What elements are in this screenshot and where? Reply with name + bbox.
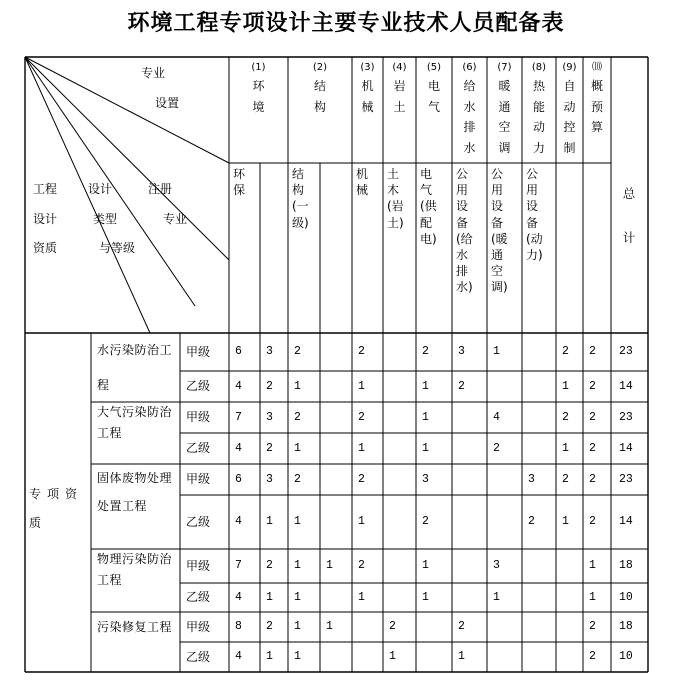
total-cell: 14 [619, 442, 633, 455]
value-cell: 2 [528, 515, 535, 528]
value-cell: 2 [458, 380, 465, 393]
engineering-type: 物理污染防治工程 [97, 552, 173, 587]
specialty-number: (1) [251, 62, 266, 73]
value-cell: 8 [235, 620, 242, 633]
value-cell: 4 [235, 650, 242, 663]
value-cell: 3 [266, 345, 273, 358]
specialty-number: (7) [497, 62, 512, 73]
registered-specialty-header: 公 用 设 备 (给 水 排 水) [456, 167, 473, 295]
grade-cell: 乙级 [186, 590, 211, 604]
grade-cell: 甲级 [186, 620, 211, 634]
grade-cell: 乙级 [186, 441, 211, 455]
specialty-name: 给 水 排 水 [463, 79, 476, 155]
specialty-name: 结 构 [313, 79, 326, 114]
specialty-name: 电 气 [427, 79, 440, 114]
value-cell: 1 [562, 380, 569, 393]
specialty-header [452, 60, 487, 158]
value-cell: 2 [589, 345, 596, 358]
value-cell: 2 [589, 380, 596, 393]
value-cell: 1 [422, 380, 429, 393]
corner-registered: 注册 [148, 182, 173, 196]
corner-grade: 与等级 [99, 241, 136, 255]
value-cell: 2 [562, 345, 569, 358]
value-cell: 3 [528, 473, 535, 486]
value-cell: 2 [294, 345, 301, 358]
registered-specialty-header: 机 械 [356, 167, 369, 198]
value-cell: 4 [493, 411, 500, 424]
specialty-name: 热 能 动 力 [532, 79, 545, 155]
value-cell: 1 [294, 380, 301, 393]
total-cell: 18 [619, 620, 633, 633]
value-cell: 2 [358, 473, 365, 486]
engineering-type: 大气污染防治工程 [97, 405, 173, 440]
value-cell: 2 [458, 620, 465, 633]
value-cell: 2 [266, 380, 273, 393]
value-cell: 1 [326, 620, 333, 633]
total-cell: 14 [619, 515, 633, 528]
value-cell: 1 [358, 515, 365, 528]
total-cell: 23 [619, 345, 633, 358]
value-cell: 2 [589, 442, 596, 455]
specialty-header [487, 60, 522, 158]
registered-specialty-header: 公 用 设 备 (暖 通 空 调) [491, 167, 508, 295]
value-cell: 2 [562, 411, 569, 424]
specialty-name: 机 械 [361, 79, 374, 114]
value-cell: 1 [266, 650, 273, 663]
specialty-number: (2) [312, 62, 328, 73]
specialty-header [288, 60, 352, 117]
value-cell: 1 [422, 411, 429, 424]
value-cell: 7 [235, 559, 242, 572]
specialty-header [583, 60, 611, 138]
specialty-name: 自 动 控 制 [563, 79, 576, 155]
grade-cell: 乙级 [186, 379, 211, 393]
specialty-number: (9) [562, 62, 577, 73]
value-cell: 2 [358, 411, 365, 424]
value-cell: 2 [589, 650, 596, 663]
specialty-number: (8) [531, 62, 547, 73]
total-cell: 10 [619, 650, 633, 663]
value-cell: 4 [235, 515, 242, 528]
specialty-header [416, 60, 452, 117]
value-cell: 2 [294, 411, 301, 424]
value-cell: 1 [562, 515, 569, 528]
value-cell: 3 [266, 411, 273, 424]
value-cell: 1 [562, 442, 569, 455]
corner-engineering: 工程 [33, 182, 58, 196]
total-cell: 23 [619, 411, 633, 424]
value-cell: 3 [493, 559, 500, 572]
specialty-number: (4) [392, 62, 407, 73]
specialty-name: 岩 土 [393, 79, 406, 114]
value-cell: 6 [235, 473, 242, 486]
value-cell: 1 [422, 442, 429, 455]
value-cell: 1 [326, 559, 333, 572]
category-label: 专项资质 [29, 487, 84, 530]
grade-cell: 甲级 [186, 345, 211, 359]
corner-professional: 专业 [163, 212, 188, 226]
grade-cell: 乙级 [186, 515, 211, 529]
value-cell: 1 [358, 591, 365, 604]
value-cell: 2 [589, 620, 596, 633]
corner-type: 类型 [93, 212, 118, 226]
value-cell: 1 [294, 650, 301, 663]
total-header: 总计 [622, 186, 636, 245]
value-cell: 1 [458, 650, 465, 663]
corner-specialty: 专业 [141, 66, 166, 80]
specialty-number: (6) [462, 62, 477, 73]
value-cell: 2 [266, 620, 273, 633]
value-cell: 1 [589, 559, 596, 572]
value-cell: 1 [294, 591, 301, 604]
value-cell: 2 [266, 442, 273, 455]
specialty-header [229, 60, 288, 117]
specialty-header [556, 60, 583, 158]
specialty-number: ⑽ [592, 62, 602, 73]
value-cell: 2 [294, 473, 301, 486]
value-cell: 2 [266, 559, 273, 572]
specialty-header [383, 60, 416, 117]
value-cell: 3 [266, 473, 273, 486]
value-cell: 2 [358, 559, 365, 572]
value-cell: 1 [589, 591, 596, 604]
value-cell: 1 [266, 591, 273, 604]
specialty-header [352, 60, 383, 117]
value-cell: 1 [294, 620, 301, 633]
specialty-name: 环 境 [252, 79, 265, 114]
value-cell: 1 [294, 515, 301, 528]
value-cell: 7 [235, 411, 242, 424]
specialty-name: 概 预 算 [590, 79, 603, 134]
value-cell: 4 [235, 442, 242, 455]
grade-cell: 乙级 [186, 650, 211, 664]
grade-cell: 甲级 [186, 472, 211, 486]
specialty-number: (3) [360, 62, 375, 73]
total-cell: 23 [619, 473, 633, 486]
specialty-number: (5) [426, 62, 442, 73]
engineering-type: 固体废物处理处置工程 [97, 471, 173, 514]
value-cell: 1 [422, 559, 429, 572]
engineering-type: 水污染防治工程 [97, 343, 173, 392]
registered-specialty-header: 土 木 (岩 土) [387, 167, 404, 230]
registered-specialty-header: 公 用 设 备 (动 力) [526, 167, 543, 263]
total-cell: 10 [619, 591, 633, 604]
value-cell: 1 [493, 591, 500, 604]
corner-qualification-b: 资质 [33, 241, 58, 255]
value-cell: 4 [235, 380, 242, 393]
value-cell: 2 [422, 515, 429, 528]
value-cell: 2 [389, 620, 396, 633]
value-cell: 2 [589, 473, 596, 486]
value-cell: 1 [389, 650, 396, 663]
value-cell: 1 [266, 515, 273, 528]
registered-specialty-header: 环 保 [233, 167, 246, 198]
total-cell: 18 [619, 559, 633, 572]
value-cell: 1 [294, 442, 301, 455]
value-cell: 1 [358, 442, 365, 455]
value-cell: 1 [493, 345, 500, 358]
corner-design: 设计 [88, 182, 113, 196]
total-cell: 14 [619, 380, 633, 393]
grade-cell: 甲级 [186, 559, 211, 573]
value-cell: 4 [235, 591, 242, 604]
corner-qualification-a: 设计 [33, 212, 58, 226]
registered-specialty-header: 结 构 (一 级) [292, 167, 309, 230]
grade-cell: 甲级 [186, 410, 211, 424]
value-cell: 1 [294, 559, 301, 572]
page-title: 环境工程专项设计主要专业技术人员配备表 [127, 11, 565, 36]
value-cell: 2 [589, 515, 596, 528]
value-cell: 1 [358, 380, 365, 393]
value-cell: 2 [422, 345, 429, 358]
value-cell: 1 [422, 591, 429, 604]
value-cell: 3 [422, 473, 429, 486]
value-cell: 6 [235, 345, 242, 358]
value-cell: 2 [589, 411, 596, 424]
specialty-header [522, 60, 556, 158]
engineering-type: 污染修复工程 [97, 620, 173, 634]
value-cell: 2 [358, 345, 365, 358]
value-cell: 3 [458, 345, 465, 358]
value-cell: 2 [562, 473, 569, 486]
value-cell: 2 [493, 442, 500, 455]
corner-setting: 设置 [155, 96, 180, 110]
registered-specialty-header: 电 气 (供 配 电) [420, 167, 437, 246]
specialty-name: 暖 通 空 调 [498, 79, 511, 155]
